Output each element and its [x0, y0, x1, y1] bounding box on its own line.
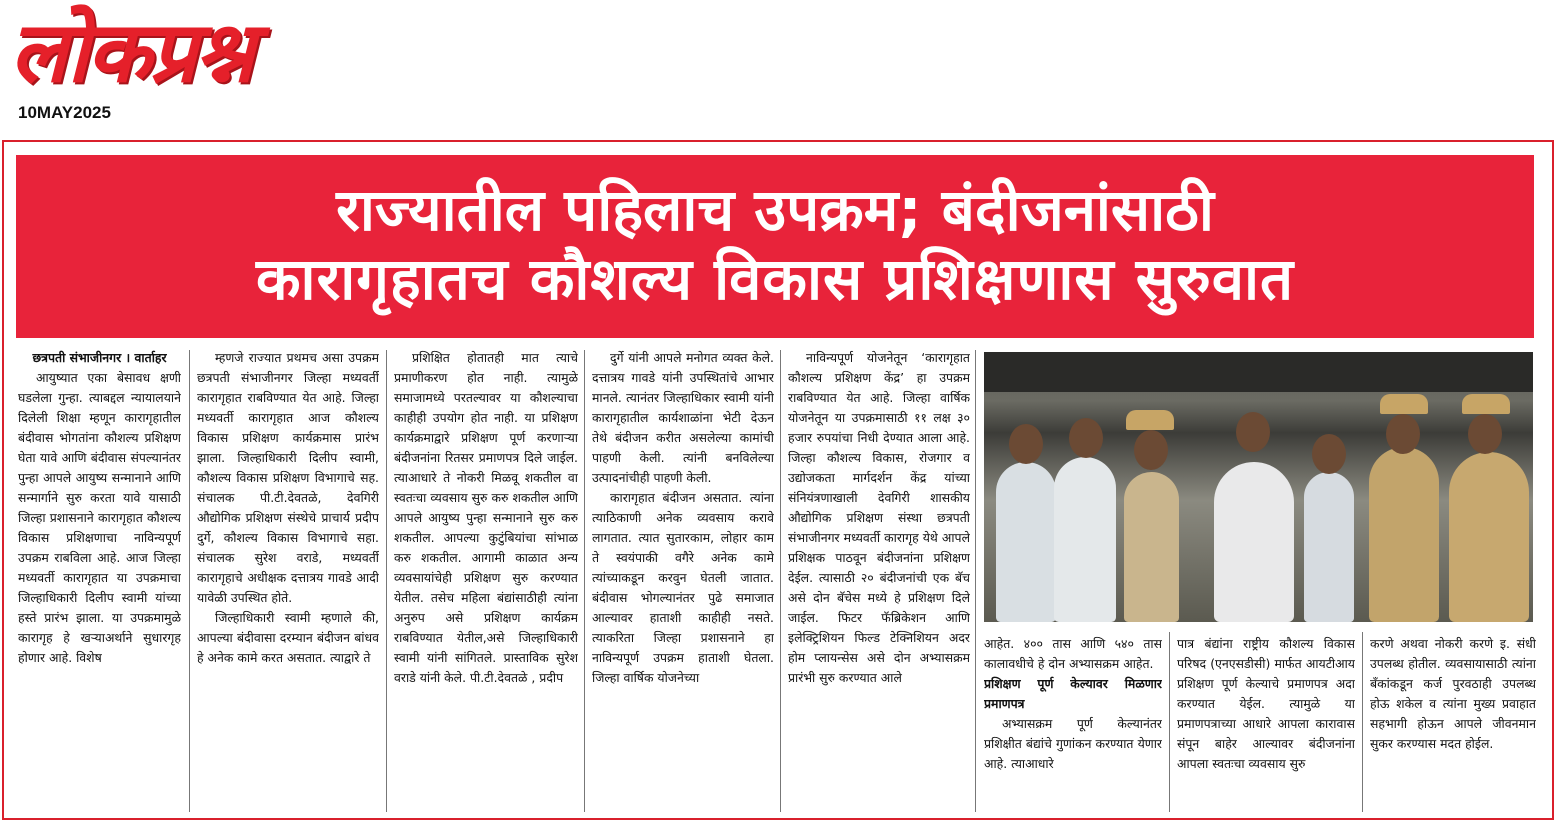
headline-line-1: राज्यातील पहिलाच उपक्रम; बंदीजनांसाठी — [336, 176, 1214, 244]
dateline: छत्रपती संभाजीनगर । वार्ताहर — [32, 350, 167, 365]
article-column-5 — [788, 348, 970, 814]
subheading: प्रशिक्षण पूर्ण केल्यावर मिळणार प्रमाणपत्र — [984, 676, 1162, 711]
column-divider — [780, 350, 781, 812]
column-4-text: दुर्गे यांनी आपले मनोगत व्यक्त केले. दत्तात्रय गावडे यांनी उपस्थितांचे आभार मानले. त्यानंतर जिल्हाधिकार स्वामी यांनी कारागृहातील कार्यशाळांना भेटी देऊन तेथे बंदीजन करीत असलेल्या कामांची पाहणी केली. त्यांनी बनविलेल्या उत्पादनांचीही पाहणी केली. — [592, 350, 774, 485]
column-1-text: आयुष्यात एका बेसावध क्षणी घडलेला गुन्हा. त्याबद्दल न्यायालयाने दिलेली शिक्षा म्हणून कारागृहातील बंदीवास भोगतांना कौशल्य प्रशिक्षण घेता यावे आणि बंदीवास संपल्यानंतर पुन्हा आपले आयुष्य सन्मानाने आणि सन्मार्गाने सुरु करता यावे यासाठी जिल्हा प्रशासनाने कारागृहात कौशल्य विकास प्रशिक्षणाचा नाविन्यपूर्ण उपक्रम राबविला आहे. आज जिल्हा मध्यवर्ती कारागृहात या उपक्रमाचा जिल्हाधिकारी दिलीप स्वामी यांच्या हस्ते प्रारंभ झाला. या उपक्रमामुळे कारागृह हे खऱ्याअर्थाने सुधारगृह होणार आहे. विशेष — [18, 370, 181, 665]
article-column-6 — [984, 634, 1162, 814]
column-5-text: नाविन्यपूर्ण योजनेतून ‘कारागृहात कौशल्य प्रशिक्षण केंद्र’ हा उपक्रम राबविण्यात येत आहे. जिल्हा वार्षिक योजनेतून या उपक्रमासाठी ११ लक्ष ३० हजार रुपयांचा निधी देण्यात आला आहे. जिल्हा कौशल्य विकास, रोजगार व उद्योजकता मार्गदर्शन केंद्र यांच्या संनियंत्रणाखाली देवगिरी शासकीय औद्योगिक प्रशिक्षण संस्था छत्रपती संभाजीनगर मध्यवर्ती कारागृह येथे आपले प्रशिक्षक पाठवून बंदीजनांना प्रशिक्षण देईल. त्यासाठी २० बंदीजनांची एक बॅच असे दोन बॅचेस मध्ये हे प्रशिक्षण दिले जाईल. फिटर फॅब्रिकेशन आणि इलेक्ट्रिशियन फिल्ड टेक्निशियन अदर होम प्लायन्सेस असे दोन अभ्यासक्रम प्रारंभी सुरु करण्यात आले — [788, 350, 970, 685]
column-7-text: पात्र बंद्यांना राष्ट्रीय कौशल्य विकास परिषद (एनएसडीसी) मार्फत आयटीआय प्रशिक्षण पूर्ण केल्याचे प्रमाणपत्र अदा करण्यात येईल. त्यामुळे या प्रमाणपत्राच्या आधारे आपला कारावास संपून बाहेर आल्यावर बंदीजनांना आपला स्वतःचा व्यवसाय सुरु — [1177, 636, 1355, 771]
column-divider — [386, 350, 387, 812]
article-column-4 — [592, 348, 774, 814]
column-divider — [975, 350, 976, 812]
column-divider — [1169, 632, 1170, 812]
column-2-text-continued: जिल्हाधिकारी स्वामी म्हणाले की, आपल्या बंदीवासा दरम्यान बंदीजन बांधव हे अनेक कामे करत असतात. त्याद्वारे ते — [197, 610, 379, 665]
column-3-text: प्रशिक्षित होतातही मात त्याचे प्रमाणीकरण होत नाही. त्यामुळे समाजामध्ये परतल्यावर या कौशल्याचा काहीही उपयोग होत नाही. या प्रशिक्षण कार्यक्रमाद्वारे प्रशिक्षण पूर्ण करणाऱ्या बंदीजनांना रितसर प्रमाणपत्र दिले जाईल. त्याआधारे ते नोकरी मिळवू शकतील वा स्वतःचा व्यवसाय सुरु करु शकतील आणि आपले आयुष्य पुन्हा सन्मानाने सुरु करु शकतील. आपल्या कुटुंबियांचा सांभाळ करु शकतील. आगामी काळात अन्य व्यवसायांचेही प्रशिक्षण सुरु करण्यात येतील. तसेच महिला बंद्यांसाठीही त्यांना अनुरुप असे प्रशिक्षण कार्यक्रम राबविण्यात येतील,असे जिल्हाधिकारी स्वामी यांनी सांगितले. प्रास्ताविक सुरेश वराडे यांनी केले. पी.टी.देवतळे , प्रदीप — [394, 350, 578, 685]
column-divider — [584, 350, 585, 812]
article-column-3 — [394, 348, 578, 814]
newspaper-logo: लोकप्रश्न — [10, 2, 253, 101]
headline-banner — [16, 155, 1534, 338]
column-divider — [1362, 632, 1363, 812]
column-6-text-continued: अभ्यासक्रम पूर्ण केल्यानंतर प्रशिक्षीत बंद्यांचे गुणांकन करण्यात येणार आहे. त्याआधारे — [984, 716, 1162, 771]
article-column-2 — [197, 348, 379, 814]
article-column-7 — [1177, 634, 1355, 814]
column-2-text: म्हणजे राज्यात प्रथमच असा उपक्रम छत्रपती संभाजीनगर जिल्हा मध्यवर्ती कारागृहात राबविण्यात येत आहे. जिल्हा मध्यवर्ती कारागृहात आज कौशल्य विकास प्रशिक्षण कार्यक्रमास प्रारंभ झाला. जिल्हाधिकारी दिलीप स्वामी, कौशल्य विकास प्रशिक्षण विभागाचे सह. संचालक पी.टी.देवतळे, देवगिरी औद्योगिक प्रशिक्षण संस्थेचे प्राचार्य प्रदीप दुर्गे, कौशल्य विकास विभागाचे सहा. संचालक सुरेश वराडे, मध्यवर्ती कारागृहाचे अधीक्षक दत्तात्रय गावडे आदी यावेळी उपस्थित होते. — [197, 350, 379, 605]
article-column-1 — [18, 348, 181, 814]
column-8-text: करणे अथवा नोकरी करणे इ. संधी उपलब्ध होतील. व्यवसायासाठी त्यांना बँकांकडून कर्ज पुरवठाही उपलब्ध होऊ शकेल व त्यांना मुख्य प्रवाहात सहभागी होऊन आपले जीवनमान सुकर करण्यास मदत होईल. — [1370, 636, 1536, 751]
article-photo — [984, 352, 1533, 622]
column-divider — [189, 350, 190, 812]
issue-date: 10MAY2025 — [18, 103, 111, 122]
article-column-8 — [1370, 634, 1536, 814]
column-6-text: आहेत. ४०० तास आणि ५४० तास कालावधीचे हे दोन अभ्यासक्रम आहेत. — [984, 636, 1162, 671]
headline-line-2: कारागृहातच कौशल्य विकास प्रशिक्षणास सुरुवात — [255, 245, 1295, 313]
column-4-text-continued: कारागृहात बंदीजन असतात. त्यांना त्याठिकाणी अनेक व्यवसाय करावे लागतात. त्यात सुतारकाम, लोहार काम ते स्वयंपाकी वगैरे अनेक कामे त्यांच्याकडून करवुन घेतली जातात. बंदीवास भोगल्यानंतर पुढे समाजात आल्यावर हाताशी काहीही नसते. त्याकरिता जिल्हा प्रशासनाने हा नाविन्यपूर्ण उपक्रम हाताशी घेतला. जिल्हा वार्षिक योजनेच्या — [592, 490, 774, 685]
